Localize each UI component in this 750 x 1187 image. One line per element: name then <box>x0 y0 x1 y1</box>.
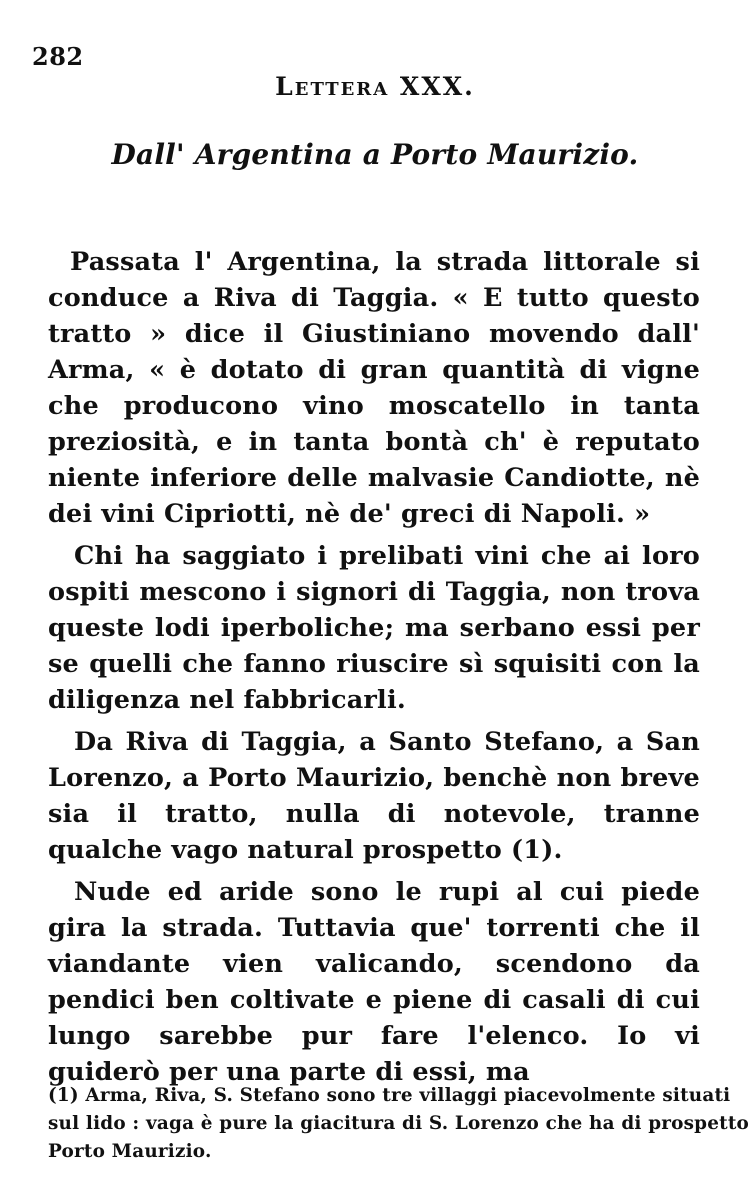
running-head: Lettera XXX. <box>275 72 475 101</box>
body-text <box>48 244 700 1096</box>
footnote-line: sul lido : vaga è pure la giacitura di S. Lorenzo che ha di prospetto <box>48 1113 749 1134</box>
footnote-line: Porto Maurizio. <box>48 1141 212 1162</box>
letter-subtitle: Dall' Argentina a Porto Maurizio. <box>111 138 639 171</box>
paragraph: Chi ha saggiato i prelibati vini che ai loro ospiti mescono i signori di Taggia, non trova queste lodi iperboliche; ma serbano essi per se quelli che fanno riuscire sì squisiti con la diligenza nel fabbricarli. <box>48 541 700 715</box>
footnote-line: (1) Arma, Riva, S. Stefano sono tre villaggi piacevolmente situati <box>48 1085 731 1106</box>
paragraph: Nude ed aride sono le rupi al cui piede gira la strada. Tuttavia que' torrenti che il viandante vien valicando, scendono da pendici ben coltivate e piene di casali di cui lungo sarebbe pur fare l'elenco. Io vi guiderò per una parte di essi, ma <box>48 877 700 1087</box>
paragraph: Da Riva di Taggia, a Santo Stefano, a San Lorenzo, a Porto Maurizio, benchè non breve sia il tratto, nulla di notevole, tranne qualche vago natural prospetto (1). <box>48 727 700 865</box>
page-number: 282 <box>32 42 84 71</box>
paragraph: Passata l' Argentina, la strada littorale si conduce a Riva di Taggia. « E tutto questo tratto » dice il Giustiniano movendo dall' Arma, « è dotato di gran quantità di vigne che producono vino moscatello in tanta preziosità, e in tanta bontà ch' è reputato niente inferiore delle malvasie Candiotte, nè dei vini Cipriotti, nè de' greci di Napoli. » <box>48 247 700 529</box>
footnote <box>48 1082 749 1166</box>
